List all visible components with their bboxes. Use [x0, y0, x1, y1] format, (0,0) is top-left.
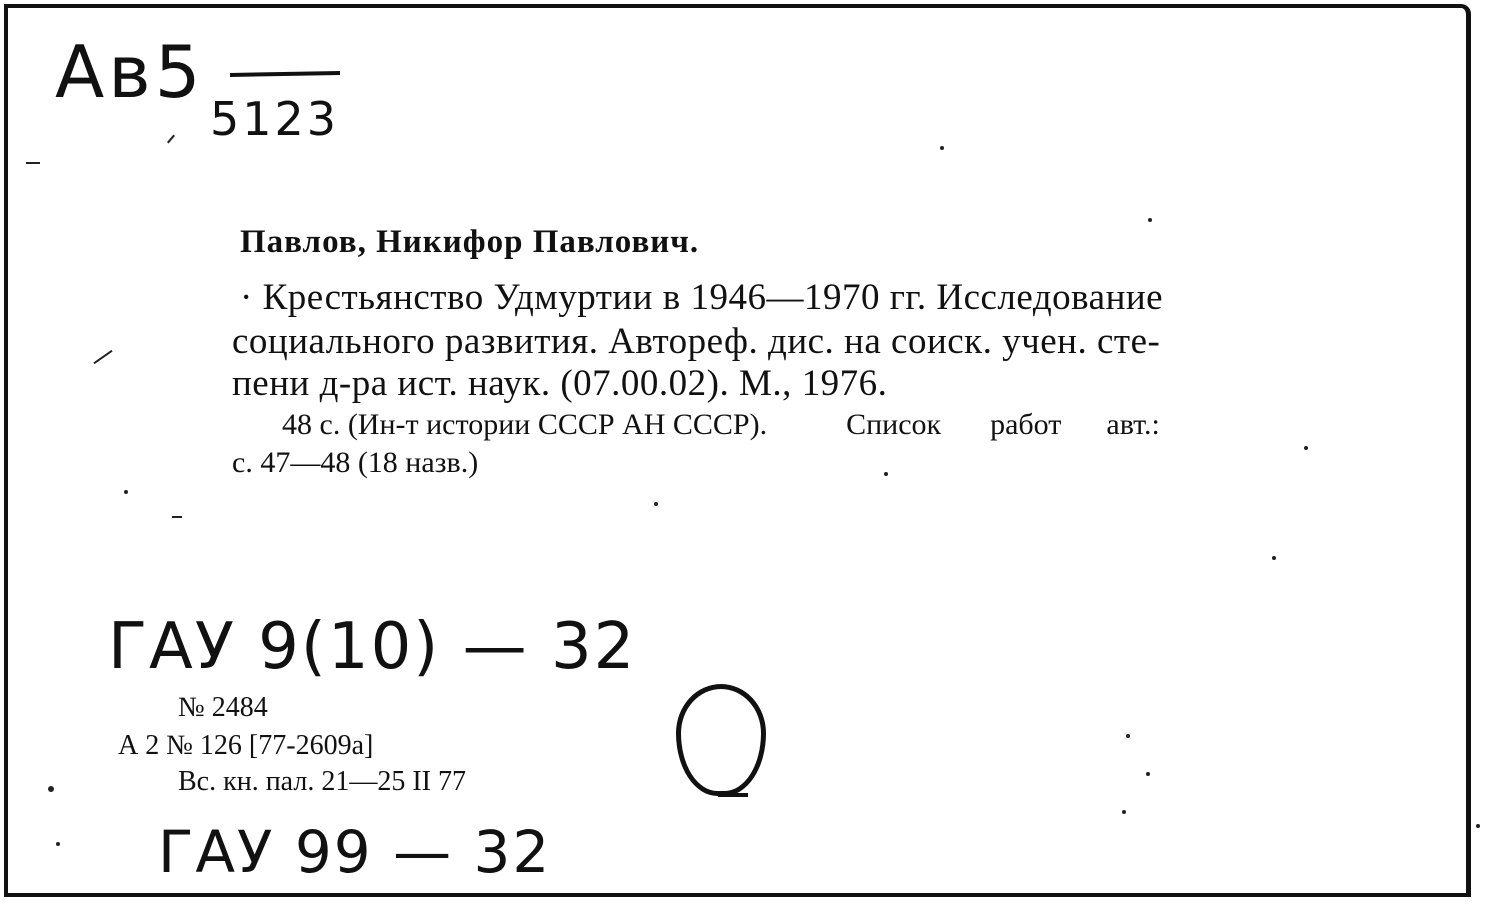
speck — [1304, 446, 1308, 450]
call-number-bottom-handwritten: ГАУ 99 — 32 — [158, 818, 552, 886]
speck — [1476, 824, 1480, 828]
entry-title-line-3: пени д-ра ист. наук. (07.00.02). М., 1976. — [232, 363, 888, 404]
entry-author: Павлов, Никифор Павлович. — [240, 224, 700, 260]
speck — [1122, 810, 1126, 814]
entry-title-line-1: · Крестьянство Удмуртии в 1946—1970 гг. Исследование — [240, 277, 1164, 318]
entry-notes-line-1 — [282, 408, 1160, 442]
speck — [56, 842, 60, 846]
notes-works-word: работ — [990, 408, 1062, 441]
notes-list-word: Список — [846, 408, 942, 441]
speck — [48, 786, 54, 792]
accession-number: № 2484 — [178, 692, 268, 723]
speck — [1146, 772, 1150, 776]
entry-notes-line-2: с. 47—48 (18 назв.) — [232, 446, 479, 479]
notes-pagination: 48 с. (Ин-т истории СССР АН СССР). — [282, 408, 768, 441]
accession-register: А 2 № 126 [77-2609а] — [118, 730, 374, 761]
speck — [940, 146, 944, 150]
shelfmark-number: 5123 — [210, 92, 340, 146]
speck — [884, 472, 888, 476]
speck — [26, 162, 40, 164]
speck — [172, 516, 182, 518]
oval-stamp-mark — [718, 793, 748, 797]
speck — [1126, 734, 1130, 738]
notes-author-word: авт.: — [1106, 408, 1160, 441]
speck — [124, 490, 128, 494]
entry-title-line-2: социального развития. Автореф. дис. на соиск. учен. сте- — [232, 321, 1161, 362]
shelfmark-main: Ав5 — [55, 30, 205, 114]
speck — [1272, 556, 1276, 560]
speck — [1148, 218, 1152, 222]
accession-chamber-note: Вс. кн. пал. 21—25 II 77 — [178, 766, 466, 797]
call-number-handwritten: ГАУ 9(10) — 32 — [108, 610, 637, 684]
speck — [654, 502, 658, 506]
oval-stamp — [676, 684, 766, 796]
